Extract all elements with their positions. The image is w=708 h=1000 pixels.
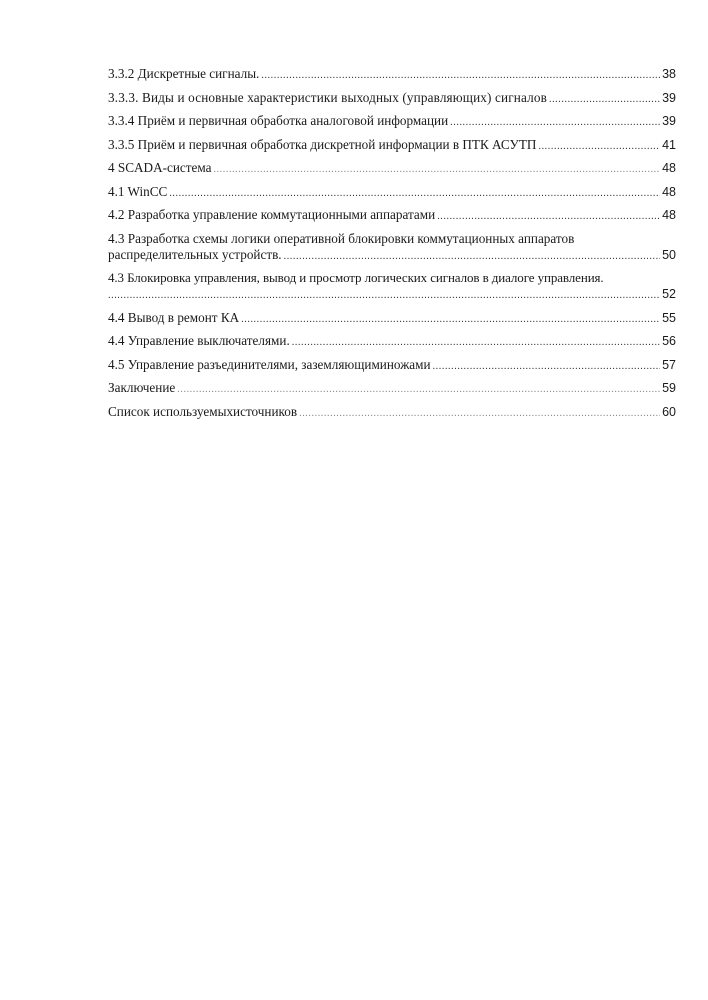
toc-page-number: 39 (662, 90, 676, 105)
dot-leader (299, 407, 660, 420)
toc-entry-references[interactable] (108, 404, 676, 420)
dot-leader (292, 336, 660, 349)
toc-page-number: 38 (662, 67, 676, 81)
dot-leader (261, 69, 660, 82)
dot-leader (450, 116, 660, 129)
toc-entry-3-3-4[interactable] (108, 113, 676, 129)
dot-leader (549, 93, 660, 106)
dot-leader (437, 210, 660, 223)
toc-entry-4-4-a[interactable] (108, 310, 676, 326)
toc-entry-4-4-b[interactable] (108, 333, 676, 349)
toc-entry-4-2[interactable] (108, 207, 676, 223)
toc-entry-title: 4.4 Управление выключателями. (108, 333, 290, 348)
toc-page-number: 48 (662, 208, 676, 222)
dot-leader (284, 250, 660, 263)
table-of-contents (108, 66, 676, 427)
toc-page-number: 59 (662, 381, 676, 395)
toc-page-number: 48 (662, 184, 676, 199)
toc-entry-title: 4.1 WinCC (108, 183, 168, 199)
toc-page-number: 48 (662, 161, 676, 175)
dot-leader (169, 187, 660, 200)
toc-page-number: 56 (662, 334, 676, 348)
dot-leader (213, 163, 660, 176)
toc-page-number: 55 (662, 310, 676, 325)
toc-page-number: 52 (662, 287, 676, 301)
toc-page-number: 41 (662, 137, 676, 152)
toc-entry-title: Заключение (108, 380, 176, 395)
toc-entry-title: 4.3 Разработка схемы логики оперативной блокировки коммутационных аппаратов (108, 230, 575, 246)
toc-page-number: 57 (662, 357, 676, 372)
toc-entry-title-cont: распределительных устройств. (108, 246, 282, 262)
toc-entry-title: 4.4 Вывод в ремонт КА (108, 309, 240, 325)
toc-entry-3-3-2[interactable] (108, 66, 676, 82)
toc-entry-title: 4.3 Блокировка управления, вывод и просмотр логических сигналов в диалоге управления. (108, 270, 604, 285)
toc-entry-3-3-3[interactable] (108, 90, 676, 106)
toc-entry-title: Список используемыхисточников (108, 403, 298, 419)
dot-leader (177, 383, 660, 396)
toc-entry-conclusion[interactable] (108, 380, 676, 396)
toc-entry-title: 3.3.2 Дискретные сигналы. (108, 66, 260, 81)
toc-entry-title: 3.3.4 Приём и первичная обработка аналоговой информации (108, 113, 449, 128)
dot-leader (108, 289, 660, 302)
dot-leader (241, 313, 660, 326)
toc-entry-4[interactable] (108, 160, 676, 176)
toc-page-number: 60 (662, 404, 676, 419)
toc-entry-title: 3.3.5 Приём и первичная обработка дискретной информации в ПТК АСУТП (108, 136, 537, 152)
toc-entry-title: 3.3.3. Виды и основные характеристики выходных (управляющих) сигналов (108, 89, 547, 105)
toc-entry-3-3-5[interactable] (108, 137, 676, 153)
toc-entry-title: 4.2 Разработка управление коммутационными аппаратами (108, 207, 436, 222)
toc-entry-4-3-b[interactable] (108, 270, 676, 302)
toc-page-number: 50 (662, 247, 676, 262)
toc-entry-title: 4 SCADA-система (108, 160, 212, 175)
toc-entry-4-1[interactable] (108, 184, 676, 200)
toc-entry-title: 4.5 Управление разъединителями, заземляющиминожами (108, 356, 431, 372)
toc-entry-4-3-a[interactable] (108, 231, 676, 263)
toc-entry-4-5[interactable] (108, 357, 676, 373)
dot-leader (538, 140, 660, 153)
dot-leader (433, 360, 661, 373)
toc-page-number: 39 (662, 114, 676, 128)
